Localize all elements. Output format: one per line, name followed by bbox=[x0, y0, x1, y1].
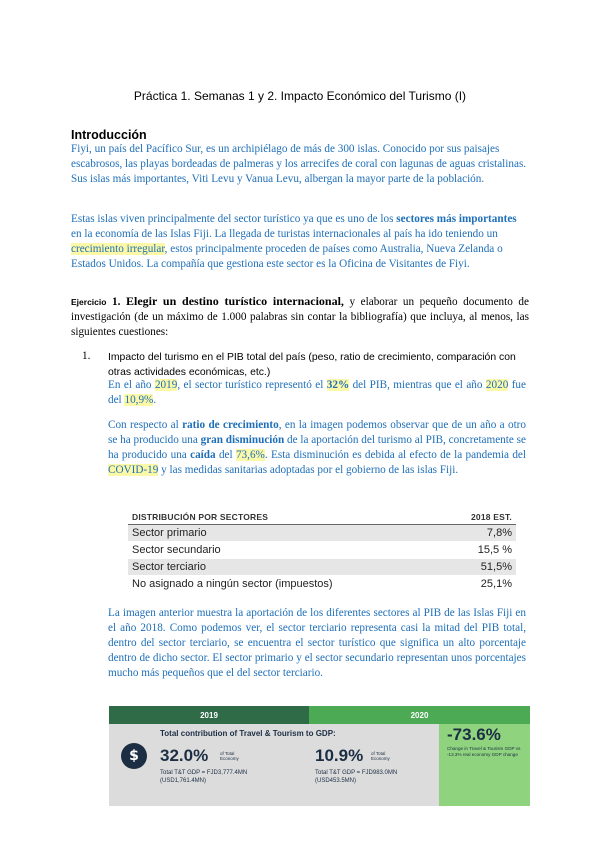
text-span: del bbox=[215, 449, 236, 461]
table-cell: No asignado a ningún sector (impuestos) bbox=[128, 576, 442, 593]
bold-span: gran disminución bbox=[200, 434, 285, 446]
sector-distribution-table bbox=[128, 510, 516, 593]
table-cell: Sector secundario bbox=[128, 542, 442, 559]
exercise-number: 1. bbox=[106, 296, 126, 308]
table-cell: Sector terciario bbox=[128, 559, 442, 576]
table-row bbox=[128, 525, 516, 542]
highlight-span: 73,6% bbox=[235, 449, 265, 461]
list-number: 1. bbox=[82, 350, 91, 362]
detail-2019-line-2: (USD1,761.4MN) bbox=[160, 778, 207, 784]
table-cell: 51,5% bbox=[442, 559, 516, 576]
pct-2020-caption: of Total Economy bbox=[371, 751, 390, 761]
list-item: Impacto del turismo en el PIB total del país (peso, ratio de crecimiento, comparación con otras actividades económicas, etc.) bbox=[108, 352, 516, 378]
table-row bbox=[128, 559, 516, 576]
infographic-values-panel bbox=[109, 724, 439, 806]
highlight-span: 32% bbox=[326, 379, 350, 391]
text-span: En el año bbox=[108, 379, 155, 391]
text-span: , estos principalmente proceden de países como Australia, Nueva Zelanda o Estados Unidos. La compañía que gestiona este sector es la Oficina de Visitantes de Fiyi. bbox=[71, 243, 503, 270]
dollar-icon: $ bbox=[121, 743, 147, 769]
intro-heading: Introducción bbox=[71, 128, 147, 142]
exercise-label: Ejercicio bbox=[71, 297, 107, 307]
page-title: Práctica 1. Semanas 1 y 2. Impacto Económico del Turismo (I) bbox=[133, 89, 467, 103]
text-span: . Esta disminución es debida al efecto de la pandemia del bbox=[264, 449, 526, 461]
year-2019-label: 2019 bbox=[109, 706, 309, 724]
text-span: fue del bbox=[108, 379, 526, 406]
highlight-span: 2019 bbox=[154, 379, 178, 391]
text-span: Estas islas viven principalmente del sector turístico ya que es uno de los bbox=[71, 213, 397, 225]
infographic-header bbox=[109, 706, 530, 724]
exercise-title: Elegir un destino turístico internacional, bbox=[126, 294, 344, 308]
pct-2019: 32.0% bbox=[160, 746, 209, 765]
text-span: del PIB, mientras que el año bbox=[349, 379, 486, 391]
intro-paragraph-2 bbox=[71, 212, 529, 272]
text-span: . bbox=[153, 394, 157, 406]
infographic-change-panel bbox=[439, 724, 530, 806]
highlight-span: 2020 bbox=[485, 379, 509, 391]
infographic-body bbox=[109, 724, 530, 806]
pct-change-caption: Change in Travel & Tourism GDP vs -13.3% real economy GDP change bbox=[447, 746, 521, 757]
answer-paragraph-2 bbox=[108, 418, 526, 478]
pct-2020: 10.9% bbox=[315, 746, 364, 765]
infographic-heading: Total contribution of Travel & Tourism to GDP: bbox=[160, 729, 336, 738]
text-span: , en la imagen podemos observar que de un año a otro se ha producido una bbox=[108, 419, 527, 446]
text-span: de la aportación del turismo al PIB, concretamente se ha producido una bbox=[108, 434, 526, 461]
highlight-span: crecimiento irregular bbox=[71, 243, 165, 255]
highlight-span: COVID-19 bbox=[108, 464, 159, 476]
table-cell: 15,5 % bbox=[442, 542, 516, 559]
detail-2020-line-1: Total T&T GDP = FJD983.0MN bbox=[315, 770, 398, 776]
pct-change: -73.6% bbox=[447, 725, 501, 744]
tourism-gdp-infographic bbox=[109, 706, 530, 806]
text-span: en la economía de las Islas Fiji. La llegada de turistas internacionales al país ha ido teniendo un bbox=[71, 228, 498, 240]
text-span: y las medidas sanitarias adoptadas por el gobierno de las islas Fiji. bbox=[158, 464, 459, 476]
detail-2020-line-2: (USD453.5MN) bbox=[315, 778, 357, 784]
table-row bbox=[128, 542, 516, 559]
bold-span: caída bbox=[190, 449, 216, 461]
bold-span: ratio de crecimiento bbox=[182, 419, 279, 431]
table-header: 2018 EST. bbox=[442, 510, 516, 525]
table-cell: 7,8% bbox=[442, 525, 516, 542]
pct-2019-caption: of Total Economy bbox=[220, 751, 239, 761]
answer-paragraph-3: La imagen anterior muestra la aportación de los diferentes sectores al PIB de las Islas Fiji en el año 2018. Como podemos ver, el sector terciario representa casi la mitad del PIB total, dentro del sector terciario, se encuentra el sector turístico que significa un alto porcentaje dentro de dicho sector. El sector primario y el sector secundario representan unos porcentajes mucho más pequeños que el del sector terciario. bbox=[108, 607, 526, 679]
detail-2019-line-1: Total T&T GDP = FJD3,777.4MN bbox=[160, 770, 248, 776]
year-2020-label: 2020 bbox=[309, 706, 530, 724]
table-cell: Sector primario bbox=[128, 525, 442, 542]
table-cell: 25,1% bbox=[442, 576, 516, 593]
highlight-span: 10,9% bbox=[124, 394, 154, 406]
answer-paragraph-1 bbox=[108, 378, 526, 408]
table-row bbox=[128, 576, 516, 593]
bold-span: sectores más importantes bbox=[396, 213, 517, 225]
intro-paragraph-1: Fiyi, un país del Pacífico Sur, es un archipiélago de más de 300 islas. Conocido por sus paisajes escabrosos, las playas bordeadas de palmeras y los arrecifes de coral con lagunas de aguas cristalinas. Sus islas más importantes, Viti Levu y Vanua Levu, albergan la mayor parte de la población. bbox=[71, 143, 527, 185]
exercise-text: y elaborar un pequeño documento de investigación (de un máximo de 1.000 palabras sin contar la bibliografía) que incluya, al menos, las siguientes cuestiones: bbox=[71, 296, 529, 338]
text-span: Con respecto al bbox=[108, 419, 183, 431]
text-span: , el sector turístico representó el bbox=[177, 379, 327, 391]
table-header: DISTRIBUCIÓN POR SECTORES bbox=[128, 510, 442, 525]
exercise-statement bbox=[71, 294, 529, 340]
